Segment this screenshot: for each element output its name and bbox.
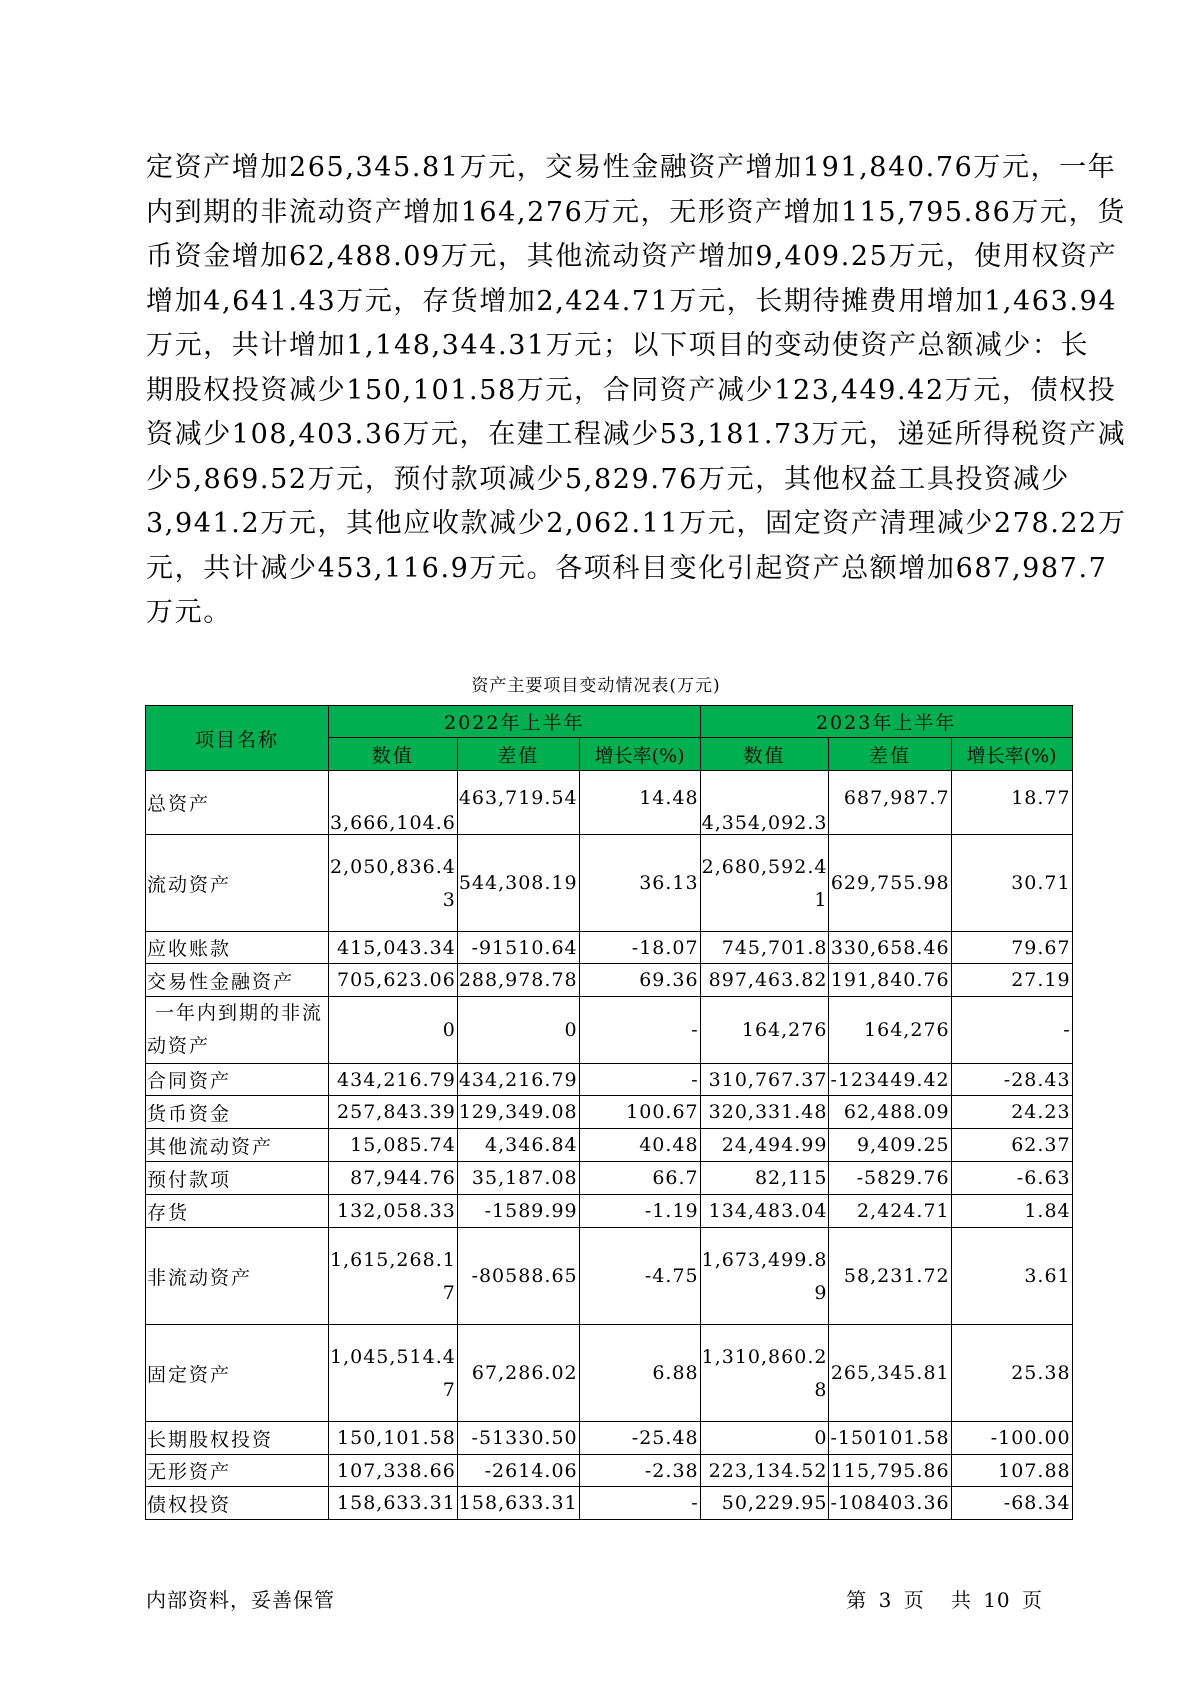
cell-value-2022: 132,058.33 [329,1195,458,1228]
cell-growth-2023: 18.77 [951,771,1072,835]
cell-value-2022: 3,666,104.6 [329,771,458,835]
cell-value-2023: 24,494.99 [700,1129,829,1162]
header-growth-2023: 增长率(%) [951,738,1072,771]
cell-value-2023: 82,115 [700,1162,829,1195]
cell-value-2023: 223,134.52 [700,1455,829,1487]
cell-growth-2022: -25.48 [579,1422,700,1455]
cell-growth-2023: 30.71 [951,835,1072,932]
footer-confidential-note: 内部资料，妥善保管 [146,1588,335,1612]
cell-growth-2023: 27.19 [951,964,1072,997]
table-row [146,1096,1073,1129]
cell-value-2023: 2,680,592.41 [700,835,829,932]
cell-value-2023: 50,229.95 [700,1487,829,1520]
cell-value-2022: 107,338.66 [329,1455,458,1487]
header-year-2022: 2022年上半年 [329,706,701,738]
cell-diff-2023: 9,409.25 [829,1129,951,1162]
row-name: 流动资产 [146,835,329,932]
cell-value-2023: 4,354,092.3 [700,771,829,835]
cell-diff-2023: 265,345.81 [829,1325,951,1422]
page-total: 10 [983,1588,1011,1612]
table-row [146,1325,1073,1422]
paragraph-line: 元，共计减少453,116.9万元。各项科目变化引起资产总额增加687,987.7 [146,552,1108,584]
cell-growth-2023: -28.43 [951,1064,1072,1096]
cell-diff-2022: -1589.99 [457,1195,579,1228]
cell-growth-2022: -1.19 [579,1195,700,1228]
cell-diff-2023: 164,276 [829,997,951,1064]
row-name: 长期股权投资 [146,1422,329,1455]
cell-diff-2022: 0 [457,997,579,1064]
row-name: 固定资产 [146,1325,329,1422]
cell-value-2022: 1,615,268.17 [329,1228,458,1325]
table-row [146,1228,1073,1325]
cell-value-2022: 15,085.74 [329,1129,458,1162]
cell-value-2022: 150,101.58 [329,1422,458,1455]
cell-growth-2023: 79.67 [951,932,1072,964]
cell-diff-2023: 58,231.72 [829,1228,951,1325]
row-name: 非流动资产 [146,1228,329,1325]
cell-diff-2023: 629,755.98 [829,835,951,932]
paragraph-line: 万元，共计增加1,148,344.31万元；以下项目的变动使资产总额减少：长 [146,330,1090,361]
cell-value-2022: 87,944.76 [329,1162,458,1195]
cell-value-2023: 897,463.82 [700,964,829,997]
table-row [146,1064,1073,1096]
table-row [146,997,1073,1064]
row-name-line2: 动资产 [147,1035,211,1057]
cell-growth-2022: -2.38 [579,1455,700,1487]
cell-diff-2023: 115,795.86 [829,1455,951,1487]
cell-diff-2022: -2614.06 [457,1455,579,1487]
table-row [146,835,1073,932]
cell-growth-2022: 6.88 [579,1325,700,1422]
table-row [146,932,1073,964]
cell-growth-2023: 24.23 [951,1096,1072,1129]
cell-value-2023: 164,276 [700,997,829,1064]
cell-growth-2023: - [951,997,1072,1064]
row-name-line1: 一年内到期的非流 [155,1002,324,1024]
row-name: 总资产 [146,771,329,835]
cell-diff-2022: 544,308.19 [457,835,579,932]
cell-growth-2022: - [579,1487,700,1520]
cell-growth-2022: 100.67 [579,1096,700,1129]
asset-change-table [145,705,1073,1520]
cell-growth-2022: 66.7 [579,1162,700,1195]
table-caption: 资产主要项目变动情况表(万元) [471,676,721,696]
cell-value-2023: 1,310,860.28 [700,1325,829,1422]
cell-growth-2022: 36.13 [579,835,700,932]
cell-diff-2023: 62,488.09 [829,1096,951,1129]
cell-value-2023: 320,331.48 [700,1096,829,1129]
cell-diff-2022: 67,286.02 [457,1325,579,1422]
cell-value-2023: 134,483.04 [700,1195,829,1228]
header-diff-2022: 差值 [457,738,579,771]
cell-growth-2023: 107.88 [951,1455,1072,1487]
cell-diff-2022: 35,187.08 [457,1162,579,1195]
table-row [146,964,1073,997]
cell-value-2023: 310,767.37 [700,1064,829,1096]
page-current: 3 [878,1588,893,1612]
cell-diff-2023: -108403.36 [829,1487,951,1520]
cell-value-2022: 257,843.39 [329,1096,458,1129]
header-diff-2023: 差值 [829,738,951,771]
table-row [146,1422,1073,1455]
cell-diff-2023: 191,840.76 [829,964,951,997]
cell-growth-2022: -4.75 [579,1228,700,1325]
table-row [146,771,1073,835]
row-name: 合同资产 [146,1064,329,1096]
table-row [146,1129,1073,1162]
paragraph-line: 增加4,641.43万元，存货增加2,424.71万元，长期待摊费用增加1,463.94 [146,285,1118,317]
cell-diff-2022: 4,346.84 [457,1129,579,1162]
cell-value-2023: 745,701.8 [700,932,829,964]
cell-growth-2023: -6.63 [951,1162,1072,1195]
cell-diff-2023: -123449.42 [829,1064,951,1096]
cell-diff-2022: 463,719.54 [457,771,579,835]
row-name: 债权投资 [146,1487,329,1520]
header-item-name: 项目名称 [146,706,329,771]
cell-diff-2023: 330,658.46 [829,932,951,964]
header-value-2022: 数值 [329,738,458,771]
cell-diff-2022: 129,349.08 [457,1096,579,1129]
row-name: 无形资产 [146,1455,329,1487]
paragraph-line: 内到期的非流动资产增加164,276万元，无形资产增加115,795.86万元，货 [146,196,1126,228]
paragraph-line: 资减少108,403.36万元，在建工程减少53,181.73万元，递延所得税资产减 [146,419,1127,450]
paragraph-line: 币资金增加62,488.09万元，其他流动资产增加9,409.25万元，使用权资产 [146,241,1118,272]
cell-value-2022: 2,050,836.43 [329,835,458,932]
row-name: 货币资金 [146,1096,329,1129]
cell-diff-2022: -51330.50 [457,1422,579,1455]
cell-growth-2022: - [579,1064,700,1096]
cell-diff-2022: -80588.65 [457,1228,579,1325]
table-row [146,1455,1073,1487]
footer-page-number [844,1584,1045,1613]
cell-growth-2022: 69.36 [579,964,700,997]
header-growth-2022: 增长率(%) [579,738,700,771]
cell-diff-2023: -5829.76 [829,1162,951,1195]
cell-diff-2023: 687,987.7 [829,771,951,835]
cell-growth-2023: 1.84 [951,1195,1072,1228]
total-prefix: 共 [950,1588,972,1612]
table-row [146,1487,1073,1520]
paragraph-line: 万元。 [146,597,232,628]
cell-value-2022: 158,633.31 [329,1487,458,1520]
cell-growth-2022: 40.48 [579,1129,700,1162]
cell-growth-2023: 25.38 [951,1325,1072,1422]
paragraph-line: 少5,869.52万元，预付款项减少5,829.76万元，其他权益工具投资减少 [146,463,1070,495]
cell-growth-2023: -68.34 [951,1487,1072,1520]
cell-diff-2022: 434,216.79 [457,1064,579,1096]
cell-diff-2022: -91510.64 [457,932,579,964]
cell-diff-2023: 2,424.71 [829,1195,951,1228]
table-row [146,1162,1073,1195]
cell-value-2022: 705,623.06 [329,964,458,997]
cell-value-2022: 434,216.79 [329,1064,458,1096]
page-suffix: 页 [903,1588,925,1612]
row-name [146,997,329,1064]
paragraph-line: 期股权投资减少150,101.58万元，合同资产减少123,449.42万元，债权投 [146,374,1117,406]
row-name: 预付款项 [146,1162,329,1195]
cell-growth-2022: - [579,997,700,1064]
cell-value-2022: 415,043.34 [329,932,458,964]
body-paragraph [146,146,1127,636]
header-value-2023: 数值 [700,738,829,771]
cell-growth-2023: 62.37 [951,1129,1072,1162]
paragraph-line: 3,941.2万元，其他应收款减少2,062.11万元，固定资产清理减少278.22万 [146,508,1127,539]
row-name: 应收账款 [146,932,329,964]
cell-growth-2023: -100.00 [951,1422,1072,1455]
cell-value-2022: 1,045,514.47 [329,1325,458,1422]
cell-growth-2022: -18.07 [579,932,700,964]
header-year-2023: 2023年上半年 [700,706,1072,738]
cell-growth-2023: 3.61 [951,1228,1072,1325]
row-name: 存货 [146,1195,329,1228]
cell-diff-2022: 288,978.78 [457,964,579,997]
total-suffix: 页 [1022,1588,1043,1612]
cell-value-2022: 0 [329,997,458,1064]
cell-value-2023: 0 [700,1422,829,1455]
row-name: 其他流动资产 [146,1129,329,1162]
table-row [146,1195,1073,1228]
cell-growth-2022: 14.48 [579,771,700,835]
cell-diff-2022: 158,633.31 [457,1487,579,1520]
page-prefix: 第 [846,1588,868,1612]
cell-diff-2023: -150101.58 [829,1422,951,1455]
paragraph-line: 定资产增加265,345.81万元，交易性金融资产增加191,840.76万元，一年 [146,152,1117,183]
cell-value-2023: 1,673,499.89 [700,1228,829,1325]
row-name: 交易性金融资产 [146,964,329,997]
